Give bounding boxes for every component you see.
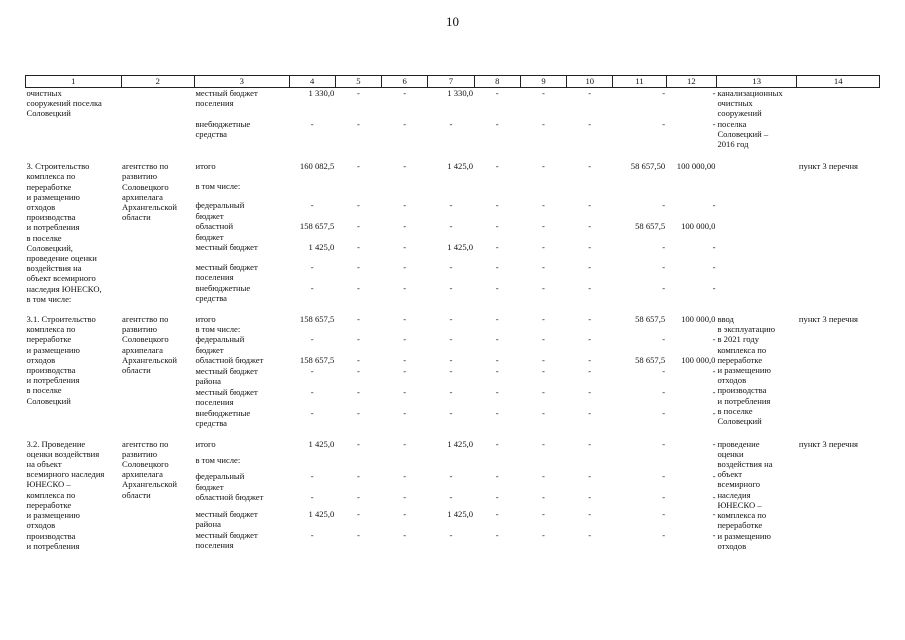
amount-cell bbox=[335, 181, 381, 201]
amount-cell: - bbox=[495, 118, 499, 129]
amount-cell: - bbox=[310, 407, 314, 418]
amount-cell: - bbox=[495, 365, 499, 376]
amount-cell: - bbox=[542, 492, 545, 503]
amount-cell bbox=[567, 181, 613, 201]
funding-source: итого bbox=[195, 161, 216, 172]
amount-cell: - bbox=[403, 471, 407, 482]
amount-cell: 58 657,5 bbox=[635, 221, 666, 232]
amount-cell bbox=[289, 181, 335, 201]
amount-cell: - bbox=[310, 334, 314, 345]
amount-cell: 100 000,0 bbox=[681, 355, 716, 366]
amount-cell: - bbox=[310, 200, 314, 211]
amount-cell: 58 657,5 bbox=[635, 355, 666, 366]
funding-source: внебюджетные средства bbox=[195, 118, 251, 139]
amount-cell: - bbox=[356, 88, 360, 98]
amount-cell bbox=[474, 324, 520, 334]
amount-cell: - bbox=[588, 492, 592, 503]
amount-cell: - bbox=[662, 118, 666, 129]
amount-cell: 158 657,5 bbox=[299, 314, 335, 325]
amount-cell: - bbox=[542, 355, 545, 366]
amount-cell: - bbox=[356, 492, 360, 503]
amount-cell bbox=[382, 181, 428, 201]
amount-cell: - bbox=[495, 161, 499, 172]
amount-cell: - bbox=[403, 283, 407, 294]
amount-cell: - bbox=[356, 471, 360, 482]
amount-cell: - bbox=[542, 283, 545, 294]
amount-cell: - bbox=[310, 386, 314, 397]
amount-cell: - bbox=[495, 283, 499, 294]
amount-cell: - bbox=[588, 407, 592, 418]
expected-result: канализационных очистных сооружений поселка Соловецкий – 2016 год bbox=[717, 88, 783, 150]
amount-cell: - bbox=[449, 283, 453, 294]
amount-cell: - bbox=[542, 242, 545, 253]
amount-cell: - bbox=[356, 221, 360, 232]
amount-cell bbox=[428, 324, 474, 334]
amount-cell bbox=[520, 455, 566, 471]
amount-cell bbox=[289, 455, 335, 471]
col-header: 6 bbox=[382, 76, 428, 88]
amount-cell: - bbox=[403, 529, 407, 540]
responsible-agency: агентство по развитию Соловецкого архипелага Архангельской области bbox=[122, 161, 178, 223]
funding-source: федеральный бюджет bbox=[195, 334, 245, 355]
amount-cell: - bbox=[403, 200, 407, 211]
measure-name: очистных сооружений поселка Соловецкий bbox=[26, 88, 102, 119]
funding-source: федеральный бюджет bbox=[195, 200, 245, 221]
amount-cell: - bbox=[449, 492, 453, 503]
funding-source: местный бюджет поселения bbox=[195, 262, 258, 283]
amount-cell: - bbox=[449, 262, 453, 273]
amount-cell: - bbox=[449, 355, 453, 366]
funding-source: местный бюджет района bbox=[195, 508, 258, 530]
amount-cell: - bbox=[356, 355, 360, 366]
amount-cell: - bbox=[662, 471, 666, 482]
amount-cell: - bbox=[542, 118, 545, 129]
amount-cell: 1 425,0 bbox=[447, 161, 474, 172]
funding-source: внебюджетные средства bbox=[195, 283, 251, 304]
amount-cell: - bbox=[588, 221, 592, 232]
amount-cell: - bbox=[588, 118, 592, 129]
amount-cell: - bbox=[449, 314, 453, 325]
amount-cell: - bbox=[712, 365, 716, 376]
measure-name: 3.2. Проведение оценки воздействия на объект всемирного наследия ЮНЕСКО – комплекса по переработке и размещению отходов производства и потребления bbox=[26, 438, 105, 551]
table-row bbox=[26, 161, 880, 181]
amount-cell: 100 000,0 bbox=[681, 314, 716, 325]
amount-cell: - bbox=[310, 262, 314, 273]
amount-cell bbox=[520, 181, 566, 201]
amount-cell bbox=[666, 324, 716, 334]
amount-cell: - bbox=[356, 283, 360, 294]
amount-cell: - bbox=[712, 242, 716, 253]
amount-cell: - bbox=[542, 365, 545, 376]
funding-source: местный бюджет поселения bbox=[195, 386, 258, 407]
amount-cell: - bbox=[356, 386, 360, 397]
amount-cell: - bbox=[712, 118, 716, 129]
amount-cell: - bbox=[712, 529, 716, 540]
amount-cell: - bbox=[449, 471, 453, 482]
col-header: 5 bbox=[335, 76, 381, 88]
amount-cell bbox=[613, 181, 666, 201]
amount-cell: - bbox=[403, 355, 407, 366]
amount-cell: - bbox=[588, 386, 592, 397]
amount-cell: - bbox=[588, 355, 592, 366]
amount-cell bbox=[474, 455, 520, 471]
amount-cell: - bbox=[403, 386, 407, 397]
amount-cell: - bbox=[662, 529, 666, 540]
amount-cell: - bbox=[662, 88, 666, 98]
amount-cell: - bbox=[542, 200, 545, 211]
amount-cell: - bbox=[542, 262, 545, 273]
amount-cell: - bbox=[542, 221, 545, 232]
amount-cell: - bbox=[662, 438, 666, 449]
amount-cell: - bbox=[662, 492, 666, 503]
col-header: 7 bbox=[428, 76, 474, 88]
funding-source: местный бюджет района bbox=[195, 365, 258, 386]
amount-cell: 1 330,0 bbox=[308, 88, 335, 98]
col-header: 8 bbox=[474, 76, 520, 88]
amount-cell: - bbox=[542, 334, 545, 345]
amount-cell: - bbox=[403, 365, 407, 376]
amount-cell: - bbox=[495, 471, 499, 482]
amount-cell: - bbox=[403, 221, 407, 232]
expected-result bbox=[716, 161, 796, 304]
amount-cell: - bbox=[712, 492, 716, 503]
amount-cell: 1 425,0 bbox=[308, 508, 335, 519]
amount-cell: - bbox=[356, 118, 360, 129]
amount-cell: 1 425,0 bbox=[308, 242, 335, 253]
amount-cell: - bbox=[662, 242, 666, 253]
expected-result: ввод в эксплуатацию в 2021 году комплекса по переработке и размещению отходов производства и потребления в поселке Соловецкий bbox=[717, 314, 776, 427]
amount-cell: - bbox=[449, 386, 453, 397]
column-numbers-row bbox=[26, 76, 880, 88]
section-gap bbox=[26, 149, 880, 161]
section-gap bbox=[26, 304, 880, 314]
amount-cell: - bbox=[403, 262, 407, 273]
amount-cell: 1 330,0 bbox=[447, 88, 474, 98]
amount-cell: - bbox=[356, 314, 360, 325]
amount-cell: - bbox=[356, 529, 360, 540]
amount-cell: 58 657,50 bbox=[630, 161, 666, 172]
funding-source: областной бюджет bbox=[195, 492, 264, 503]
amount-cell: - bbox=[662, 334, 666, 345]
measure-name: 3. Строительство комплекса по переработке и размещению отходов производства и потребления в поселке Соловецкий, проведение оценки воздействия на объект всемирного наследия ЮНЕСКО, в том числе: bbox=[26, 161, 102, 304]
amount-cell: - bbox=[356, 262, 360, 273]
amount-cell: - bbox=[310, 529, 314, 540]
amount-cell: - bbox=[662, 365, 666, 376]
amount-cell: - bbox=[449, 118, 453, 129]
amount-cell: - bbox=[310, 471, 314, 482]
amount-cell: - bbox=[712, 386, 716, 397]
amount-cell: - bbox=[310, 118, 314, 129]
funding-source: федеральный бюджет bbox=[195, 471, 245, 492]
measure-name: 3.1. Строительство комплекса по переработке и размещению отходов производства и потребления в поселке Соловецкий bbox=[26, 314, 96, 406]
amount-cell: - bbox=[542, 438, 545, 449]
amount-cell: - bbox=[588, 200, 592, 211]
col-header: 13 bbox=[716, 76, 796, 88]
amount-cell: - bbox=[588, 529, 592, 540]
amount-cell: 100 000,00 bbox=[676, 161, 716, 172]
amount-cell: - bbox=[588, 262, 592, 273]
amount-cell: - bbox=[356, 161, 360, 172]
amount-cell: 100 000,0 bbox=[681, 221, 716, 232]
funding-source: в том числе: bbox=[195, 455, 241, 466]
amount-cell: - bbox=[588, 88, 592, 98]
amount-cell bbox=[382, 455, 428, 471]
amount-cell: - bbox=[449, 407, 453, 418]
amount-cell: - bbox=[712, 438, 716, 449]
amount-cell: - bbox=[403, 314, 407, 325]
amount-cell bbox=[666, 181, 716, 201]
amount-cell: - bbox=[356, 242, 360, 253]
amount-cell: - bbox=[495, 355, 499, 366]
amount-cell: - bbox=[662, 283, 666, 294]
amount-cell: - bbox=[712, 262, 716, 273]
col-header: 10 bbox=[567, 76, 613, 88]
funding-source: областной бюджет bbox=[195, 221, 234, 242]
amount-cell bbox=[335, 324, 381, 334]
col-header: 11 bbox=[613, 76, 666, 88]
funding-source: в том числе: bbox=[195, 180, 241, 191]
amount-cell: - bbox=[403, 88, 407, 98]
amount-cell: - bbox=[542, 508, 545, 519]
funding-source: итого bbox=[195, 314, 216, 325]
responsible-agency: агентство по развитию Соловецкого архипелага Архангельской области bbox=[122, 314, 178, 376]
amount-cell: - bbox=[495, 407, 499, 418]
amount-cell bbox=[520, 324, 566, 334]
amount-cell: - bbox=[356, 200, 360, 211]
amount-cell: - bbox=[662, 407, 666, 418]
amount-cell: - bbox=[542, 161, 545, 172]
amount-cell bbox=[613, 455, 666, 471]
amount-cell bbox=[474, 181, 520, 201]
amount-cell: - bbox=[356, 407, 360, 418]
amount-cell bbox=[613, 324, 666, 334]
amount-cell: - bbox=[662, 386, 666, 397]
amount-cell: - bbox=[542, 386, 545, 397]
amount-cell: - bbox=[403, 118, 407, 129]
amount-cell: - bbox=[495, 242, 499, 253]
amount-cell: - bbox=[662, 200, 666, 211]
amount-cell: - bbox=[588, 242, 592, 253]
funding-source: местный бюджет bbox=[195, 242, 258, 253]
amount-cell: - bbox=[495, 508, 499, 519]
amount-cell: - bbox=[310, 283, 314, 294]
amount-cell: - bbox=[712, 200, 716, 211]
amount-cell: 1 425,0 bbox=[447, 438, 474, 449]
page-number: 10 bbox=[446, 14, 459, 29]
amount-cell: - bbox=[403, 438, 407, 449]
amount-cell: - bbox=[356, 508, 360, 519]
amount-cell: - bbox=[542, 314, 545, 325]
amount-cell: - bbox=[588, 314, 592, 325]
col-header: 12 bbox=[666, 76, 716, 88]
funding-source: местный бюджет поселения bbox=[195, 88, 258, 109]
amount-cell: - bbox=[449, 365, 453, 376]
amount-cell: 1 425,0 bbox=[308, 438, 335, 449]
table-row bbox=[26, 439, 880, 455]
amount-cell: - bbox=[403, 407, 407, 418]
amount-cell: - bbox=[588, 283, 592, 294]
funding-source: итого bbox=[195, 438, 216, 449]
amount-cell: - bbox=[712, 508, 716, 519]
amount-cell bbox=[382, 324, 428, 334]
amount-cell: - bbox=[712, 407, 716, 418]
col-header: 14 bbox=[797, 76, 880, 88]
amount-cell: - bbox=[310, 365, 314, 376]
amount-cell bbox=[335, 455, 381, 471]
amount-cell: - bbox=[356, 365, 360, 376]
amount-cell: - bbox=[588, 365, 592, 376]
amount-cell bbox=[428, 455, 474, 471]
amount-cell: - bbox=[495, 438, 499, 449]
amount-cell bbox=[428, 181, 474, 201]
amount-cell: 158 657,5 bbox=[299, 355, 335, 366]
amount-cell: - bbox=[495, 529, 499, 540]
amount-cell bbox=[567, 324, 613, 334]
amount-cell: - bbox=[449, 221, 453, 232]
amount-cell: - bbox=[449, 200, 453, 211]
table-row bbox=[26, 314, 880, 324]
funding-source: в том числе: bbox=[195, 324, 241, 335]
funding-source: внебюджетные средства bbox=[195, 407, 251, 428]
amount-cell: - bbox=[542, 88, 545, 98]
amount-cell: - bbox=[403, 334, 407, 345]
responsible-agency: агентство по развитию Соловецкого архипелага Архангельской области bbox=[122, 438, 178, 500]
amount-cell: - bbox=[588, 471, 592, 482]
amount-cell: - bbox=[356, 334, 360, 345]
amount-cell: - bbox=[403, 508, 407, 519]
amount-cell bbox=[666, 455, 716, 471]
amount-cell: 158 657,5 bbox=[299, 221, 335, 232]
amount-cell: - bbox=[310, 492, 314, 503]
col-header: 3 bbox=[194, 76, 289, 88]
responsible-agency bbox=[121, 88, 194, 150]
table-row bbox=[26, 88, 880, 119]
amount-cell: - bbox=[495, 386, 499, 397]
list-reference: пункт 3 перечня bbox=[798, 161, 859, 172]
amount-cell: - bbox=[495, 314, 499, 325]
amount-cell: 58 657,5 bbox=[635, 314, 666, 325]
amount-cell: - bbox=[449, 334, 453, 345]
col-header: 2 bbox=[121, 76, 194, 88]
amount-cell: 160 082,5 bbox=[299, 161, 335, 172]
amount-cell: 1 425,0 bbox=[447, 242, 474, 253]
amount-cell: - bbox=[662, 508, 666, 519]
amount-cell: - bbox=[712, 334, 716, 345]
amount-cell: - bbox=[403, 161, 407, 172]
list-reference: пункт 3 перечня bbox=[798, 438, 859, 449]
expected-result: проведение оценки воздействия на объект всемирного наследия ЮНЕСКО – комплекса по переработке и размещению отходов bbox=[717, 438, 773, 551]
amount-cell: - bbox=[542, 471, 545, 482]
amount-cell: - bbox=[662, 262, 666, 273]
amount-cell: - bbox=[403, 242, 407, 253]
amount-cell: - bbox=[495, 221, 499, 232]
amount-cell: - bbox=[712, 88, 716, 98]
amount-cell: - bbox=[712, 283, 716, 294]
amount-cell: - bbox=[542, 529, 545, 540]
amount-cell: - bbox=[403, 492, 407, 503]
list-reference bbox=[797, 88, 880, 150]
amount-cell: 1 425,0 bbox=[447, 508, 474, 519]
amount-cell: - bbox=[449, 529, 453, 540]
amount-cell: - bbox=[588, 438, 592, 449]
funding-source: местный бюджет поселения bbox=[195, 529, 258, 551]
amount-cell: - bbox=[495, 492, 499, 503]
amount-cell bbox=[289, 324, 335, 334]
list-reference: пункт 3 перечня bbox=[798, 314, 859, 325]
col-header: 1 bbox=[26, 76, 122, 88]
amount-cell: - bbox=[495, 88, 499, 98]
amount-cell: - bbox=[588, 334, 592, 345]
section-gap bbox=[26, 429, 880, 439]
amount-cell bbox=[567, 455, 613, 471]
amount-cell: - bbox=[495, 334, 499, 345]
col-header: 4 bbox=[289, 76, 335, 88]
amount-cell: - bbox=[495, 200, 499, 211]
amount-cell: - bbox=[712, 471, 716, 482]
col-header: 9 bbox=[520, 76, 566, 88]
amount-cell: - bbox=[588, 161, 592, 172]
program-financing-table bbox=[25, 75, 880, 551]
amount-cell: - bbox=[588, 508, 592, 519]
funding-source: областной бюджет bbox=[195, 355, 264, 366]
amount-cell: - bbox=[356, 438, 360, 449]
amount-cell: - bbox=[495, 262, 499, 273]
amount-cell: - bbox=[542, 407, 545, 418]
